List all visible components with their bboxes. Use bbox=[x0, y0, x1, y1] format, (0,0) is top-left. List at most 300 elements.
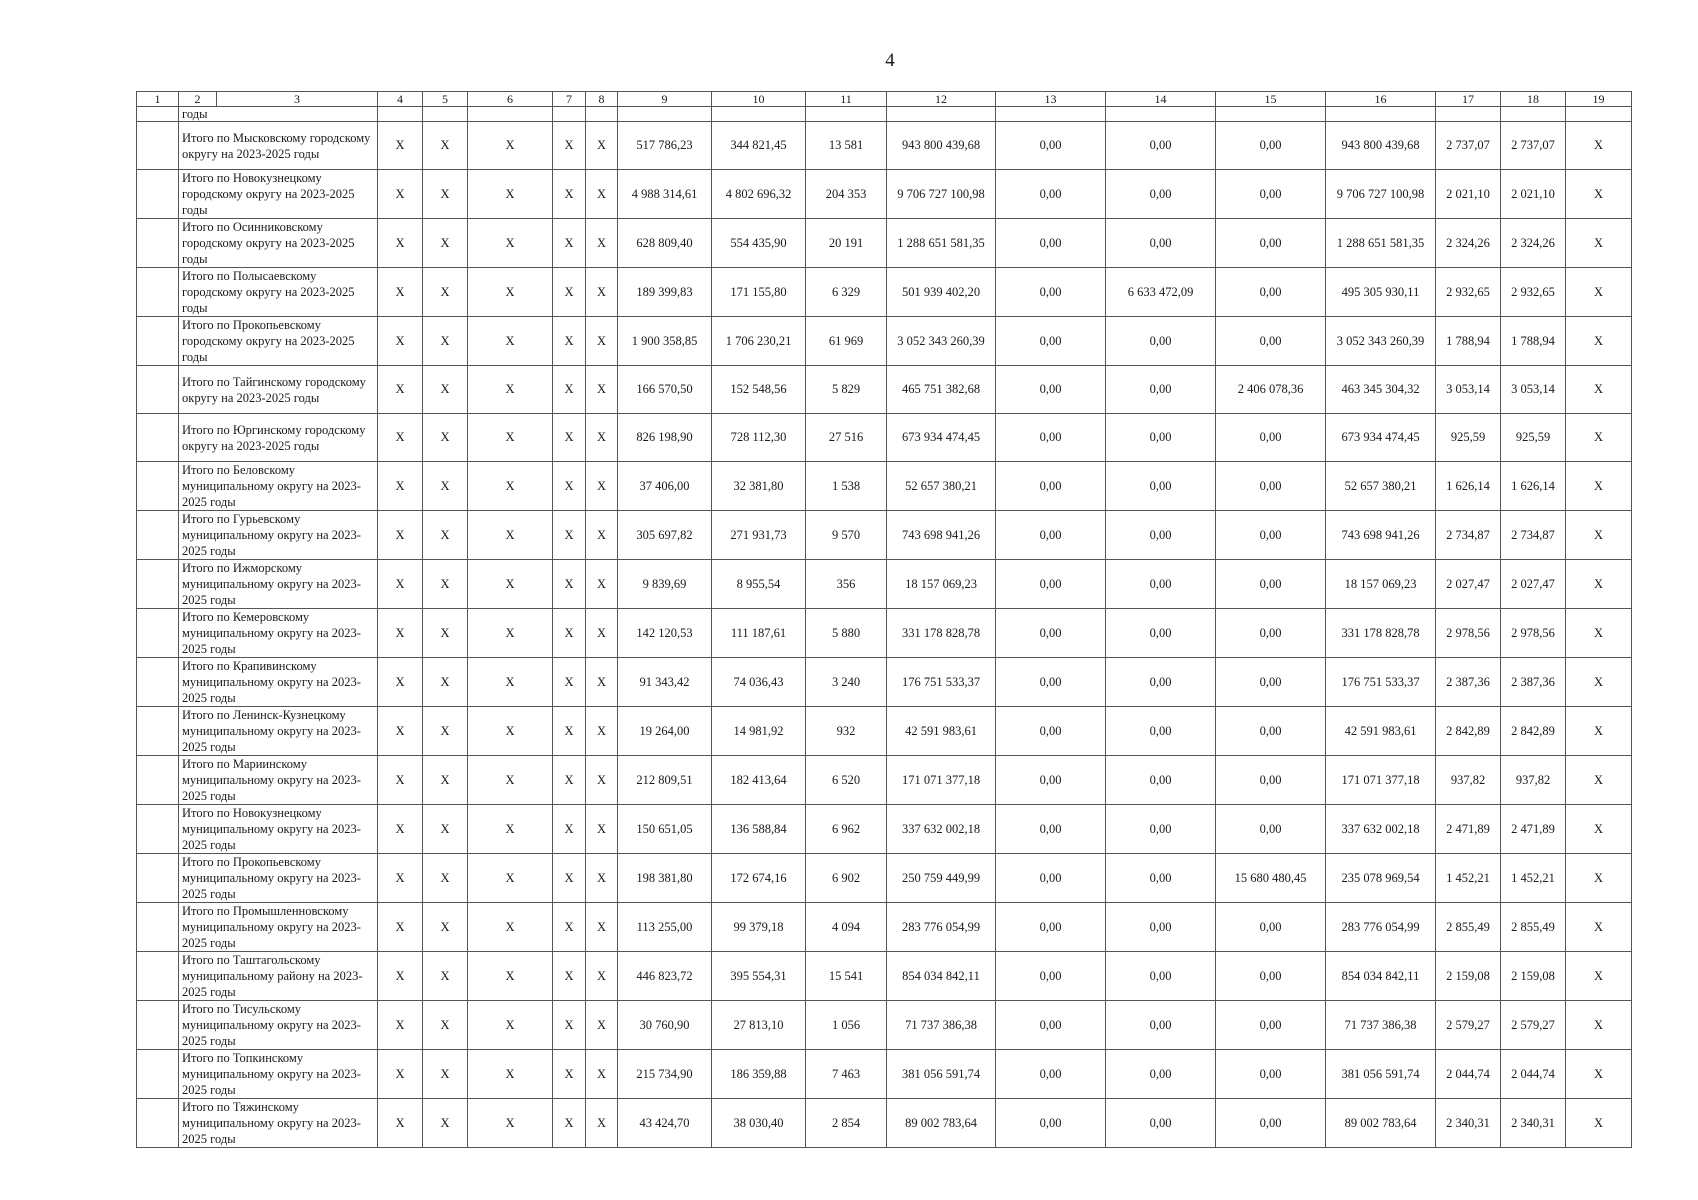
column-number: 17 bbox=[1436, 92, 1501, 107]
table-cell: 204 353 bbox=[806, 170, 887, 219]
table-cell: 0,00 bbox=[1106, 219, 1216, 268]
table-cell: 2 842,89 bbox=[1501, 707, 1566, 756]
table-cell: X bbox=[1566, 903, 1632, 952]
table-cell bbox=[1326, 107, 1436, 122]
table-cell: X bbox=[553, 658, 586, 707]
table-cell: 2 932,65 bbox=[1501, 268, 1566, 317]
table-cell: 0,00 bbox=[996, 366, 1106, 414]
table-cell: X bbox=[468, 658, 553, 707]
table-cell: 111 187,61 bbox=[712, 609, 806, 658]
table-cell: X bbox=[378, 317, 423, 366]
table-cell: X bbox=[553, 122, 586, 170]
table-cell: 171 071 377,18 bbox=[1326, 756, 1436, 805]
table-cell: X bbox=[468, 1099, 553, 1148]
table-cell: X bbox=[423, 1001, 468, 1050]
table-cell: X bbox=[553, 219, 586, 268]
table-cell: 628 809,40 bbox=[618, 219, 712, 268]
continuation-text: годы bbox=[179, 107, 378, 122]
table-cell: 9 706 727 100,98 bbox=[887, 170, 996, 219]
table-body bbox=[137, 92, 1632, 1148]
table-cell: 18 157 069,23 bbox=[887, 560, 996, 609]
table-cell bbox=[137, 952, 179, 1001]
row-name: Итого по Прокопьевскому городскому округу на 2023-2025 годы bbox=[179, 317, 378, 366]
table-cell: 0,00 bbox=[1216, 1050, 1326, 1099]
table-cell: 0,00 bbox=[1216, 170, 1326, 219]
table-cell bbox=[137, 122, 179, 170]
table-cell: 0,00 bbox=[996, 1099, 1106, 1148]
table-cell: X bbox=[423, 658, 468, 707]
column-number: 4 bbox=[378, 92, 423, 107]
table-row bbox=[137, 609, 1632, 658]
table-cell: X bbox=[423, 219, 468, 268]
row-name: Итого по Тяжинскому муниципальному округу на 2023-2025 годы bbox=[179, 1099, 378, 1148]
table-cell: 271 931,73 bbox=[712, 511, 806, 560]
table-cell bbox=[423, 107, 468, 122]
column-number: 3 bbox=[217, 92, 378, 107]
table-cell: 463 345 304,32 bbox=[1326, 366, 1436, 414]
table-cell: 0,00 bbox=[996, 560, 1106, 609]
table-cell: 1 538 bbox=[806, 462, 887, 511]
table-cell: X bbox=[553, 805, 586, 854]
table-cell: X bbox=[586, 1050, 618, 1099]
row-name: Итого по Кемеровскому муниципальному округу на 2023-2025 годы bbox=[179, 609, 378, 658]
table-cell: 171 071 377,18 bbox=[887, 756, 996, 805]
row-name: Итого по Новокузнецкому городскому округу на 2023-2025 годы bbox=[179, 170, 378, 219]
table-cell: 2 340,31 bbox=[1436, 1099, 1501, 1148]
table-cell: 0,00 bbox=[1106, 903, 1216, 952]
table-cell: X bbox=[1566, 122, 1632, 170]
table-cell: 2 324,26 bbox=[1501, 219, 1566, 268]
table-cell: X bbox=[1566, 805, 1632, 854]
row-name: Итого по Прокопьевскому муниципальному округу на 2023-2025 годы bbox=[179, 854, 378, 903]
table-cell: 283 776 054,99 bbox=[1326, 903, 1436, 952]
table-row bbox=[137, 854, 1632, 903]
table-cell bbox=[137, 107, 179, 122]
table-cell: 20 191 bbox=[806, 219, 887, 268]
table-cell: 0,00 bbox=[1106, 805, 1216, 854]
table-cell: 2 579,27 bbox=[1436, 1001, 1501, 1050]
table-cell: 673 934 474,45 bbox=[1326, 414, 1436, 462]
table-cell bbox=[1501, 107, 1566, 122]
row-name: Итого по Тайгинскому городскому округу на 2023-2025 годы bbox=[179, 366, 378, 414]
table-cell: 32 381,80 bbox=[712, 462, 806, 511]
table-cell: 0,00 bbox=[996, 903, 1106, 952]
table-cell: X bbox=[468, 805, 553, 854]
table-cell: X bbox=[1566, 219, 1632, 268]
table-cell: 1 626,14 bbox=[1501, 462, 1566, 511]
table-cell: X bbox=[468, 414, 553, 462]
table-cell: X bbox=[553, 854, 586, 903]
table-cell: X bbox=[586, 1001, 618, 1050]
table-cell: 0,00 bbox=[1216, 1099, 1326, 1148]
page-number: 4 bbox=[885, 50, 895, 71]
table-cell: 99 379,18 bbox=[712, 903, 806, 952]
table-row bbox=[137, 462, 1632, 511]
table-cell bbox=[137, 1050, 179, 1099]
table-row bbox=[137, 658, 1632, 707]
table-cell: X bbox=[586, 560, 618, 609]
table-row bbox=[137, 707, 1632, 756]
table-cell: 27 516 bbox=[806, 414, 887, 462]
table-cell: 0,00 bbox=[1106, 170, 1216, 219]
table-cell: X bbox=[378, 903, 423, 952]
table-cell: X bbox=[586, 317, 618, 366]
table-cell: 0,00 bbox=[1106, 414, 1216, 462]
table-row bbox=[137, 805, 1632, 854]
table-cell: 2 734,87 bbox=[1436, 511, 1501, 560]
table-cell: X bbox=[553, 414, 586, 462]
table-cell bbox=[712, 107, 806, 122]
table-cell: X bbox=[553, 903, 586, 952]
table-cell bbox=[996, 107, 1106, 122]
table-cell: 0,00 bbox=[996, 707, 1106, 756]
table-cell: X bbox=[378, 414, 423, 462]
table-cell: 15 541 bbox=[806, 952, 887, 1001]
column-number: 7 bbox=[553, 92, 586, 107]
column-number: 19 bbox=[1566, 92, 1632, 107]
table-cell: 0,00 bbox=[1216, 560, 1326, 609]
table-cell: 0,00 bbox=[996, 609, 1106, 658]
table-cell: 2 734,87 bbox=[1501, 511, 1566, 560]
table-cell: 1 788,94 bbox=[1436, 317, 1501, 366]
table-cell: 2 027,47 bbox=[1436, 560, 1501, 609]
table-cell: X bbox=[553, 1050, 586, 1099]
table-cell: 743 698 941,26 bbox=[887, 511, 996, 560]
table-cell: X bbox=[378, 511, 423, 560]
table-cell: X bbox=[553, 511, 586, 560]
table-cell: 0,00 bbox=[1216, 952, 1326, 1001]
table-cell: 5 829 bbox=[806, 366, 887, 414]
row-name: Итого по Полысаевскому городскому округу на 2023-2025 годы bbox=[179, 268, 378, 317]
table-cell: X bbox=[468, 609, 553, 658]
table-cell: 6 329 bbox=[806, 268, 887, 317]
table-cell: 2 324,26 bbox=[1436, 219, 1501, 268]
column-number: 8 bbox=[586, 92, 618, 107]
table-cell bbox=[137, 462, 179, 511]
table-cell: 0,00 bbox=[1216, 122, 1326, 170]
table-cell: X bbox=[1566, 756, 1632, 805]
table-cell: X bbox=[586, 952, 618, 1001]
table-row bbox=[137, 903, 1632, 952]
table-cell bbox=[137, 1001, 179, 1050]
table-cell: 2 159,08 bbox=[1436, 952, 1501, 1001]
table-cell: 1 288 651 581,35 bbox=[1326, 219, 1436, 268]
table-cell bbox=[137, 854, 179, 903]
table-cell: X bbox=[423, 1099, 468, 1148]
table-cell: 1 288 651 581,35 bbox=[887, 219, 996, 268]
table-cell: 142 120,53 bbox=[618, 609, 712, 658]
table-cell: 0,00 bbox=[1106, 1001, 1216, 1050]
table-cell: X bbox=[553, 756, 586, 805]
table-cell bbox=[468, 107, 553, 122]
table-cell: X bbox=[468, 219, 553, 268]
table-cell: 937,82 bbox=[1501, 756, 1566, 805]
table-cell: X bbox=[586, 122, 618, 170]
table-cell: 0,00 bbox=[996, 756, 1106, 805]
table-cell: X bbox=[468, 511, 553, 560]
table-cell: X bbox=[1566, 317, 1632, 366]
table-cell: 19 264,00 bbox=[618, 707, 712, 756]
table-cell: X bbox=[1566, 1001, 1632, 1050]
table-cell: X bbox=[586, 414, 618, 462]
table-cell: 3 053,14 bbox=[1501, 366, 1566, 414]
table-cell: X bbox=[586, 219, 618, 268]
column-number: 13 bbox=[996, 92, 1106, 107]
table-cell: 331 178 828,78 bbox=[1326, 609, 1436, 658]
table-cell: X bbox=[586, 903, 618, 952]
table-row bbox=[137, 1050, 1632, 1099]
table-cell bbox=[1436, 107, 1501, 122]
table-cell: 8 955,54 bbox=[712, 560, 806, 609]
table-cell: 38 030,40 bbox=[712, 1099, 806, 1148]
table-cell: X bbox=[423, 952, 468, 1001]
row-name: Итого по Мысковскому городскому округу на 2023-2025 годы bbox=[179, 122, 378, 170]
table-cell: 943 800 439,68 bbox=[1326, 122, 1436, 170]
table-cell: X bbox=[586, 170, 618, 219]
column-number: 6 bbox=[468, 92, 553, 107]
table-cell: 937,82 bbox=[1436, 756, 1501, 805]
column-number: 5 bbox=[423, 92, 468, 107]
table-cell: X bbox=[423, 903, 468, 952]
table-cell: 1 900 358,85 bbox=[618, 317, 712, 366]
table-cell: 0,00 bbox=[1216, 414, 1326, 462]
table-cell: X bbox=[468, 122, 553, 170]
table-cell: 0,00 bbox=[1106, 462, 1216, 511]
table-cell: 0,00 bbox=[1216, 1001, 1326, 1050]
table-cell: X bbox=[378, 952, 423, 1001]
table-cell: 172 674,16 bbox=[712, 854, 806, 903]
table-cell: 395 554,31 bbox=[712, 952, 806, 1001]
table-cell: 0,00 bbox=[1216, 511, 1326, 560]
table-cell: 0,00 bbox=[996, 658, 1106, 707]
table-cell: X bbox=[423, 462, 468, 511]
table-cell: 0,00 bbox=[1216, 756, 1326, 805]
table-cell bbox=[137, 707, 179, 756]
table-cell: 0,00 bbox=[1106, 658, 1216, 707]
table-cell: X bbox=[378, 1001, 423, 1050]
table-cell: 381 056 591,74 bbox=[1326, 1050, 1436, 1099]
table-cell: X bbox=[468, 1001, 553, 1050]
table-cell: 2 842,89 bbox=[1436, 707, 1501, 756]
column-number: 15 bbox=[1216, 92, 1326, 107]
table-cell: 283 776 054,99 bbox=[887, 903, 996, 952]
table-cell: 0,00 bbox=[996, 805, 1106, 854]
table-cell: 27 813,10 bbox=[712, 1001, 806, 1050]
table-cell: 2 855,49 bbox=[1436, 903, 1501, 952]
table-cell bbox=[137, 511, 179, 560]
table-cell: 0,00 bbox=[996, 122, 1106, 170]
table-cell: X bbox=[586, 756, 618, 805]
table-cell: X bbox=[468, 952, 553, 1001]
table-cell: X bbox=[1566, 658, 1632, 707]
table-cell: 305 697,82 bbox=[618, 511, 712, 560]
table-cell: 2 471,89 bbox=[1436, 805, 1501, 854]
table-cell: 932 bbox=[806, 707, 887, 756]
table-cell: 2 387,36 bbox=[1436, 658, 1501, 707]
table-cell: 2 855,49 bbox=[1501, 903, 1566, 952]
row-name: Итого по Крапивинскому муниципальному округу на 2023-2025 годы bbox=[179, 658, 378, 707]
row-name: Итого по Гурьевскому муниципальному округу на 2023-2025 годы bbox=[179, 511, 378, 560]
table-cell: 0,00 bbox=[996, 1001, 1106, 1050]
table-cell: X bbox=[423, 122, 468, 170]
column-number: 10 bbox=[712, 92, 806, 107]
row-name: Итого по Юргинскому городскому округу на 2023-2025 годы bbox=[179, 414, 378, 462]
table-cell: X bbox=[378, 1099, 423, 1148]
table-cell: 0,00 bbox=[1106, 366, 1216, 414]
table-cell bbox=[1566, 107, 1632, 122]
table-row bbox=[137, 170, 1632, 219]
table-cell: 150 651,05 bbox=[618, 805, 712, 854]
table-cell: X bbox=[423, 366, 468, 414]
table-cell: 166 570,50 bbox=[618, 366, 712, 414]
table-cell: 152 548,56 bbox=[712, 366, 806, 414]
table-cell: X bbox=[468, 756, 553, 805]
table-cell: 89 002 783,64 bbox=[887, 1099, 996, 1148]
table-cell: 171 155,80 bbox=[712, 268, 806, 317]
table-cell: X bbox=[1566, 268, 1632, 317]
table-cell: 2 027,47 bbox=[1501, 560, 1566, 609]
table-cell bbox=[378, 107, 423, 122]
table-cell: 501 939 402,20 bbox=[887, 268, 996, 317]
table-cell: 4 094 bbox=[806, 903, 887, 952]
table-cell: 0,00 bbox=[1106, 854, 1216, 903]
row-name: Итого по Новокузнецкому муниципальному округу на 2023-2025 годы bbox=[179, 805, 378, 854]
table-cell: X bbox=[586, 1099, 618, 1148]
table-row bbox=[137, 414, 1632, 462]
table-row bbox=[137, 219, 1632, 268]
table-cell: X bbox=[1566, 1050, 1632, 1099]
table-cell bbox=[137, 756, 179, 805]
table-cell: 0,00 bbox=[996, 414, 1106, 462]
table-cell: 42 591 983,61 bbox=[887, 707, 996, 756]
table-cell: 2 932,65 bbox=[1436, 268, 1501, 317]
table-cell: X bbox=[378, 122, 423, 170]
table-cell: X bbox=[468, 268, 553, 317]
table-cell: X bbox=[586, 658, 618, 707]
table-cell: 517 786,23 bbox=[618, 122, 712, 170]
table-cell: X bbox=[1566, 854, 1632, 903]
table-cell: X bbox=[423, 560, 468, 609]
table-cell: X bbox=[423, 609, 468, 658]
column-number: 9 bbox=[618, 92, 712, 107]
table-cell: 2 406 078,36 bbox=[1216, 366, 1326, 414]
table-cell: X bbox=[378, 219, 423, 268]
table-cell: X bbox=[586, 268, 618, 317]
table-cell: X bbox=[1566, 609, 1632, 658]
table-cell: X bbox=[423, 268, 468, 317]
table-cell: 136 588,84 bbox=[712, 805, 806, 854]
table-cell: 6 520 bbox=[806, 756, 887, 805]
table-cell: 1 706 230,21 bbox=[712, 317, 806, 366]
table-cell: X bbox=[586, 854, 618, 903]
table-row bbox=[137, 1099, 1632, 1148]
table-cell: X bbox=[378, 462, 423, 511]
table-cell: 0,00 bbox=[1216, 805, 1326, 854]
table-cell: 1 452,21 bbox=[1501, 854, 1566, 903]
table-row bbox=[137, 122, 1632, 170]
table-cell: 89 002 783,64 bbox=[1326, 1099, 1436, 1148]
table-cell: 446 823,72 bbox=[618, 952, 712, 1001]
table-cell: X bbox=[378, 805, 423, 854]
table-cell: X bbox=[553, 317, 586, 366]
row-name: Итого по Ижморскому муниципальному округу на 2023-2025 годы bbox=[179, 560, 378, 609]
table-cell: X bbox=[586, 609, 618, 658]
table-cell: 344 821,45 bbox=[712, 122, 806, 170]
table-cell: 91 343,42 bbox=[618, 658, 712, 707]
table-cell: X bbox=[468, 462, 553, 511]
table-cell: 235 078 969,54 bbox=[1326, 854, 1436, 903]
table-cell: 7 463 bbox=[806, 1050, 887, 1099]
table-cell: X bbox=[468, 366, 553, 414]
row-name: Итого по Осинниковскому городскому округу на 2023-2025 годы bbox=[179, 219, 378, 268]
table-cell: X bbox=[468, 560, 553, 609]
table-cell bbox=[137, 366, 179, 414]
table-cell: X bbox=[1566, 707, 1632, 756]
table-cell: 381 056 591,74 bbox=[887, 1050, 996, 1099]
table-cell: 0,00 bbox=[996, 511, 1106, 560]
table-cell: 2 737,07 bbox=[1436, 122, 1501, 170]
table-cell: X bbox=[1566, 1099, 1632, 1148]
table-cell: 9 839,69 bbox=[618, 560, 712, 609]
table-row bbox=[137, 952, 1632, 1001]
table-cell: 2 978,56 bbox=[1436, 609, 1501, 658]
table-cell: X bbox=[553, 268, 586, 317]
table-cell: 0,00 bbox=[996, 1050, 1106, 1099]
table-cell: 4 802 696,32 bbox=[712, 170, 806, 219]
table-cell: 2 854 bbox=[806, 1099, 887, 1148]
table-cell: X bbox=[423, 414, 468, 462]
table-cell: 6 633 472,09 bbox=[1106, 268, 1216, 317]
table-row bbox=[137, 317, 1632, 366]
table-cell bbox=[137, 658, 179, 707]
table-cell: 337 632 002,18 bbox=[1326, 805, 1436, 854]
table-cell bbox=[137, 805, 179, 854]
table-cell: 465 751 382,68 bbox=[887, 366, 996, 414]
table-cell: X bbox=[553, 560, 586, 609]
table-cell: 0,00 bbox=[1106, 1099, 1216, 1148]
table-cell: 176 751 533,37 bbox=[887, 658, 996, 707]
table-cell: 42 591 983,61 bbox=[1326, 707, 1436, 756]
table-cell bbox=[137, 219, 179, 268]
table-cell: 9 706 727 100,98 bbox=[1326, 170, 1436, 219]
table-cell: 0,00 bbox=[1106, 707, 1216, 756]
table-cell: 0,00 bbox=[996, 854, 1106, 903]
table-cell: 0,00 bbox=[996, 462, 1106, 511]
table-cell: X bbox=[1566, 366, 1632, 414]
table-cell: 826 198,90 bbox=[618, 414, 712, 462]
table-cell: 182 413,64 bbox=[712, 756, 806, 805]
table-cell: X bbox=[553, 462, 586, 511]
table-cell: 113 255,00 bbox=[618, 903, 712, 952]
table-cell: 52 657 380,21 bbox=[1326, 462, 1436, 511]
table-cell: 2 340,31 bbox=[1501, 1099, 1566, 1148]
table-cell: X bbox=[423, 1050, 468, 1099]
table-cell: 1 056 bbox=[806, 1001, 887, 1050]
table-cell: 0,00 bbox=[996, 317, 1106, 366]
table-cell: X bbox=[423, 170, 468, 219]
table-cell: 3 052 343 260,39 bbox=[1326, 317, 1436, 366]
table-cell: X bbox=[1566, 511, 1632, 560]
table-cell: X bbox=[378, 609, 423, 658]
table-cell: X bbox=[423, 511, 468, 560]
table-cell: 43 424,70 bbox=[618, 1099, 712, 1148]
table-cell: 0,00 bbox=[996, 219, 1106, 268]
table-cell: X bbox=[586, 366, 618, 414]
table-cell: 925,59 bbox=[1436, 414, 1501, 462]
table-cell: 0,00 bbox=[1216, 903, 1326, 952]
table-cell: X bbox=[1566, 414, 1632, 462]
table-cell bbox=[806, 107, 887, 122]
